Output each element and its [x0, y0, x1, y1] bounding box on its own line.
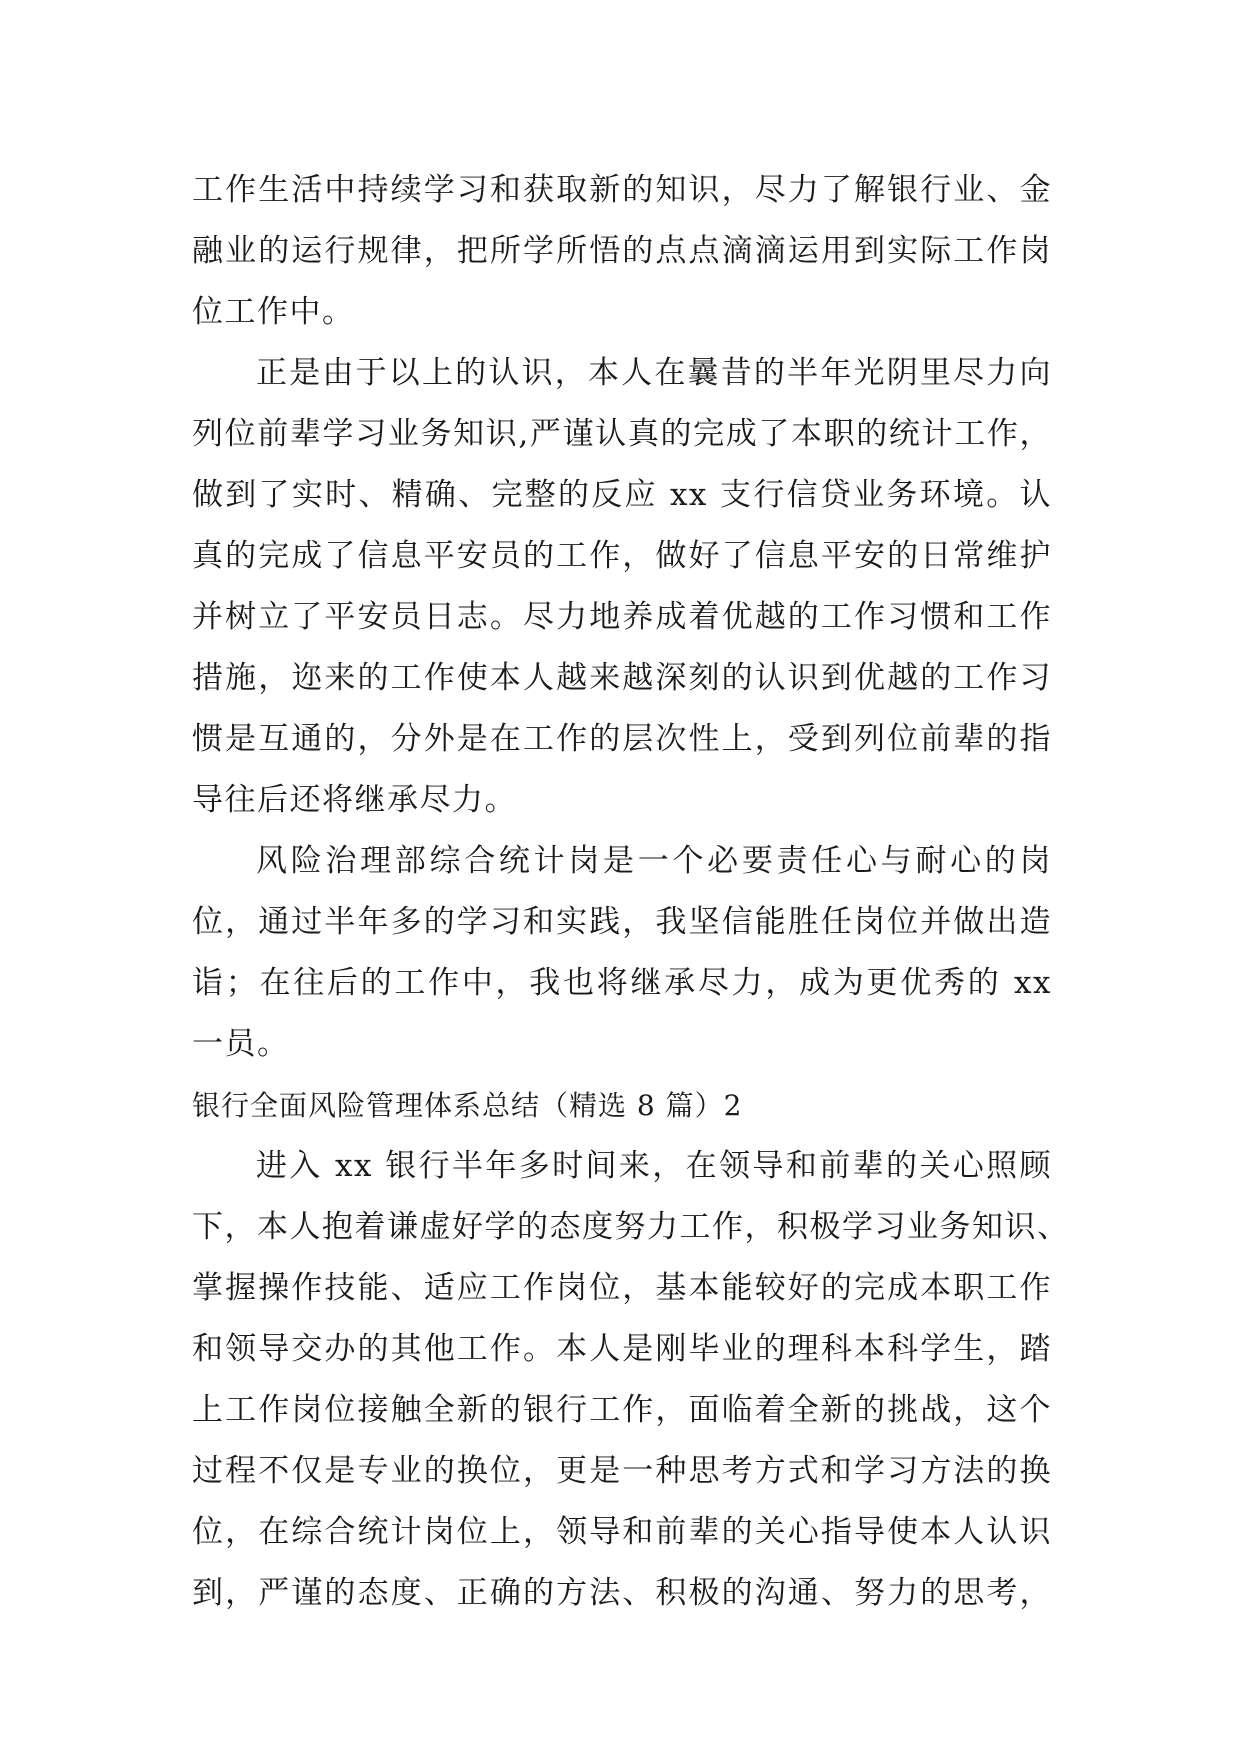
text-line: 和领导交办的其他工作。本人是刚毕业的理科本科学生，踏 — [192, 1331, 1052, 1367]
paragraph-1 — [192, 160, 1052, 343]
paragraph-3 — [192, 831, 1052, 1075]
paragraph-2 — [192, 343, 1052, 831]
text-line: 导往后还将继承尽力。 — [192, 782, 517, 818]
document-body — [192, 160, 1070, 1624]
text-line: 并树立了平安员日志。尽力地养成着优越的工作习惯和工作 — [192, 599, 1052, 635]
text-line: 位，通过半年多的学习和实践，我坚信能胜任岗位并做出造 — [192, 904, 1052, 940]
text-line: 位工作中。 — [192, 294, 355, 330]
text-line: 过程不仅是专业的换位，更是一种思考方式和学习方法的换 — [192, 1453, 1052, 1489]
text-line: 正是由于以上的认识，本人在曩昔的半年光阴里尽力向 — [256, 355, 1052, 391]
text-line: 进入 xx 银行半年多时间来，在领导和前辈的关心照顾 — [256, 1148, 1052, 1184]
text-line: 惯是互通的，分外是在工作的层次性上，受到列位前辈的指 — [192, 721, 1052, 757]
text-line: 下，本人抱着谦虚好学的态度努力工作，积极学习业务知识、 — [192, 1209, 1070, 1245]
text-line: 一员。 — [192, 1026, 290, 1062]
text-line: 工作生活中持续学习和获取新的知识，尽力了解银行业、金 — [192, 172, 1052, 208]
text-line: 风险治理部综合统计岗是一个必要责任心与耐心的岗 — [256, 843, 1052, 879]
text-line: 掌握操作技能、适应工作岗位，基本能较好的完成本职工作 — [192, 1270, 1052, 1306]
text-line: 上工作岗位接触全新的银行工作，面临着全新的挑战，这个 — [192, 1392, 1052, 1428]
text-line: 列位前辈学习业务知识,严谨认真的完成了本职的统计工作， — [192, 416, 1052, 452]
text-line: 措施，迩来的工作使本人越来越深刻的认识到优越的工作习 — [192, 660, 1052, 696]
paragraph-4 — [192, 1136, 1070, 1624]
section-heading: 银行全面风险管理体系总结（精选 8 篇）2 — [192, 1089, 743, 1122]
text-line: 到，严谨的态度、正确的方法、积极的沟通、努力的思考， — [192, 1575, 1052, 1611]
text-line: 位，在综合统计岗位上，领导和前辈的关心指导使本人认识 — [192, 1514, 1052, 1550]
text-line: 诣；在往后的工作中，我也将继承尽力，成为更优秀的 xx — [192, 965, 1052, 1001]
text-line: 融业的运行规律，把所学所悟的点点滴滴运用到实际工作岗 — [192, 233, 1052, 269]
text-line: 做到了实时、精确、完整的反应 xx 支行信贷业务环境。认 — [192, 477, 1052, 513]
text-line: 真的完成了信息平安员的工作，做好了信息平安的日常维护 — [192, 538, 1052, 574]
